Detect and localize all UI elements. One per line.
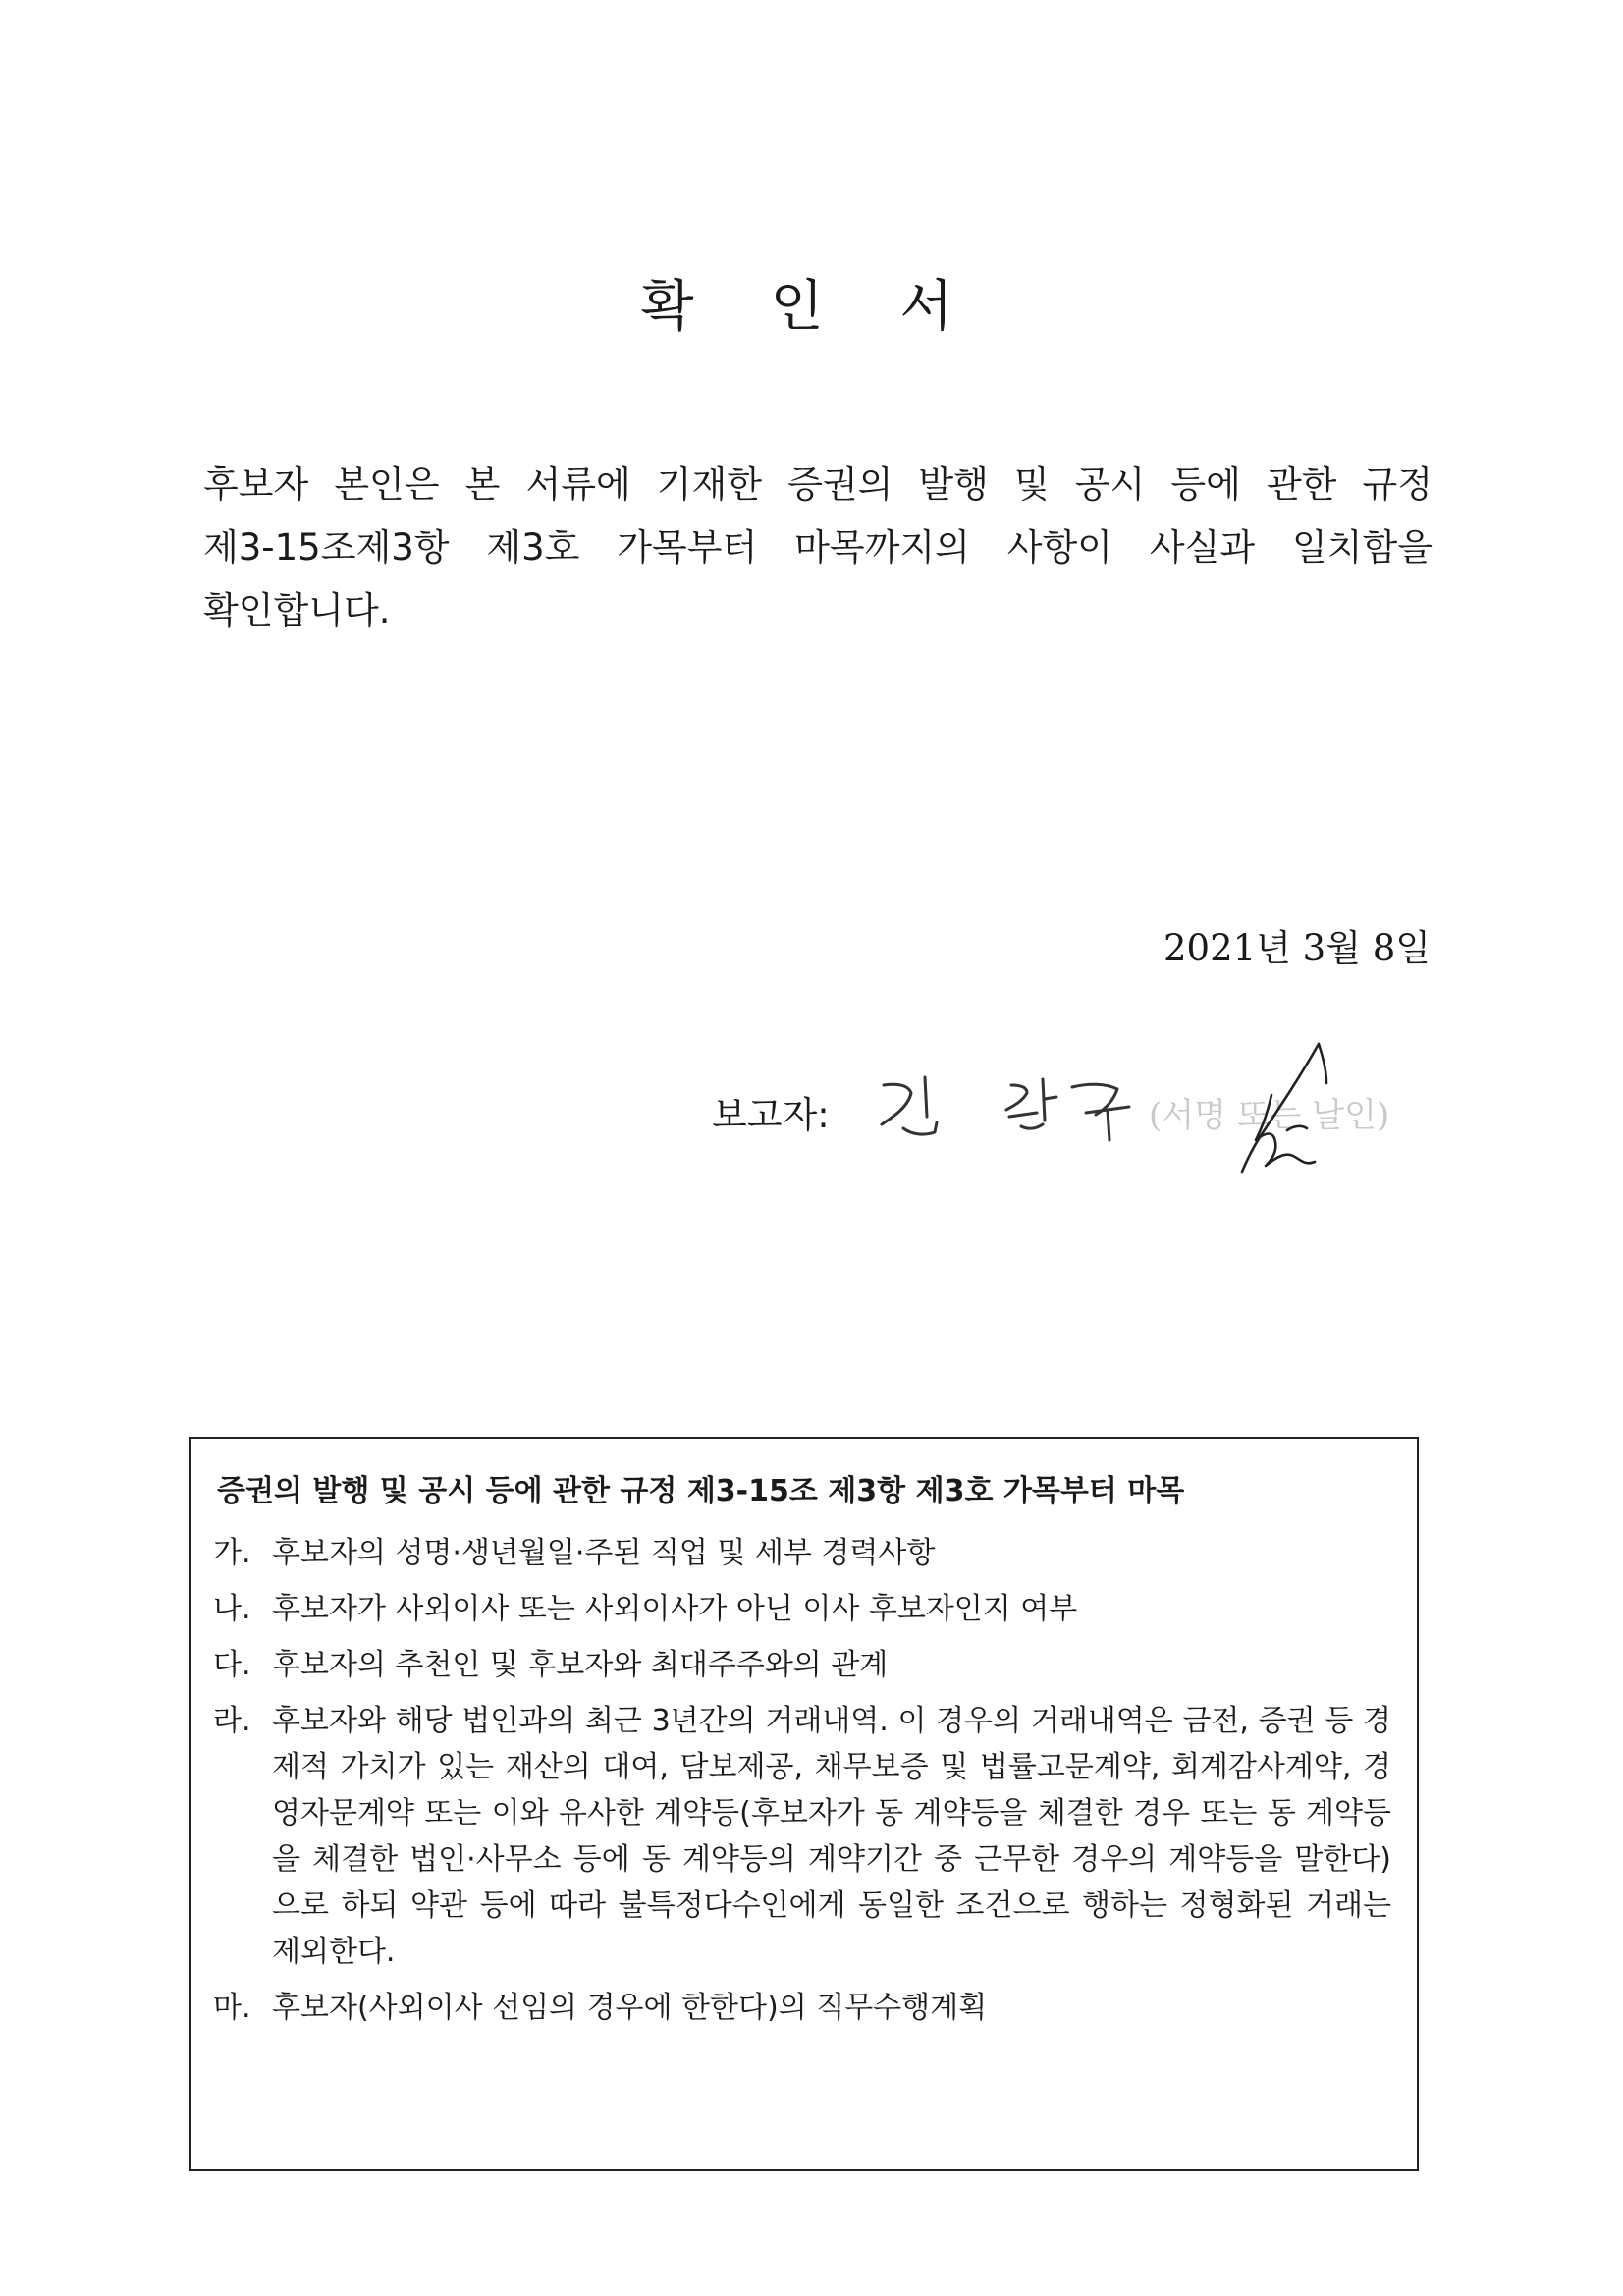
confirmation-statement xyxy=(203,454,1433,642)
list-item xyxy=(213,1698,1391,1975)
document-date: 2021년 3월 8일 xyxy=(1163,927,1431,969)
item-marker: 다. xyxy=(213,1648,251,1682)
list-item xyxy=(213,1642,1391,1688)
item-marker: 나. xyxy=(213,1592,251,1626)
statement-line-3: 확인합니다. xyxy=(203,589,391,631)
signature-mark xyxy=(1232,1036,1340,1183)
reporter-label: 보고자: xyxy=(712,1094,830,1136)
list-item xyxy=(213,1530,1391,1576)
item-text: 후보자와 해당 법인과의 최근 3년간의 거래내역. 이 경우의 거래내역은 금전, 증권 등 경제적 가치가 있는 재산의 대여, 담보제공, 채무보증 및 법률고문계약, 회계감사계약, 경영자문계약 또는 이와 유사한 계약등(후보자가 동 계약등을 체결한 경우 또는 동 계약등을 체결한 법인·사무소 등에 동 계약등의 계약기간 중 근무한 경우의 계약등을 말한다)으로 하되 약관 등에 따라 불특정다수인에게 동일한 조건으로 행하는 정형화된 거래는 제외한다. xyxy=(272,1704,1391,1969)
regulation-item-list xyxy=(213,1530,1391,2041)
statement-line-2: 제3-15조제3항 제3호 가목부터 마목까지의 사항이 사실과 일치함을 xyxy=(203,526,1433,569)
item-text: 후보자의 추천인 및 후보자와 최대주주와의 관계 xyxy=(272,1648,889,1682)
list-item xyxy=(213,1586,1391,1632)
item-text: 후보자의 성명·생년월일·주된 직업 및 세부 경력사항 xyxy=(272,1536,936,1570)
item-marker: 마. xyxy=(213,1991,251,2025)
list-item xyxy=(213,1985,1391,2031)
item-text: 후보자(사외이사 선임의 경우에 한한다)의 직무수행계획 xyxy=(272,1991,988,2025)
box-title: 증권의 발행 및 공시 등에 관한 규정 제3-15조 제3항 제3호 가목부터 마목 xyxy=(217,1474,1185,1508)
document-title: 확 인 서 xyxy=(640,275,983,339)
regulation-reference-box xyxy=(189,1437,1419,2171)
item-marker: 가. xyxy=(213,1536,251,1570)
seal-note: (서명 또는 날인) xyxy=(1149,1096,1390,1135)
handwritten-name-signature xyxy=(864,1056,1159,1144)
statement-line-1: 후보자 본인은 본 서류에 기재한 증권의 발행 및 공시 등에 관한 규정 xyxy=(203,464,1433,506)
item-marker: 라. xyxy=(213,1704,251,1738)
item-text: 후보자가 사외이사 또는 사외이사가 아닌 이사 후보자인지 여부 xyxy=(272,1592,1078,1626)
